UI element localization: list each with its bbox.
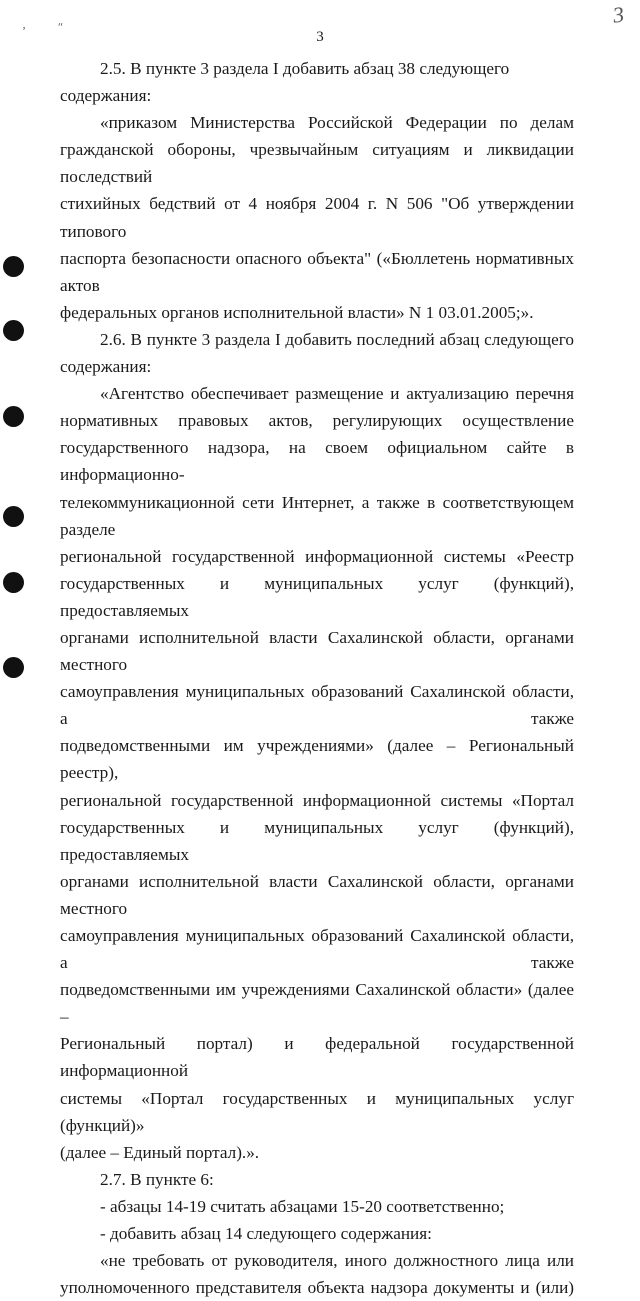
text-line: органами исполнительной власти Сахалинской области, органами местного [60, 627, 574, 675]
punch-hole [3, 320, 24, 341]
scan-speck: ʼ [22, 24, 26, 38]
punch-hole [3, 506, 24, 527]
text-line: региональной государственной информационной системы «Реестр [60, 546, 574, 566]
list-item: - добавить абзац 14 следующего содержания: [100, 1224, 432, 1244]
text-line: органами исполнительной власти Сахалинской области, органами местного [60, 871, 574, 918]
section-heading: содержания: [60, 357, 152, 377]
page-number: 3 [316, 29, 324, 45]
list-item: - абзацы 14-19 считать абзацами 15-20 соответственно; [100, 1196, 505, 1216]
text-line: подведомственными им учреждениями» (далее – Региональный реестр), [60, 736, 574, 783]
scan-speck: ʺ [58, 20, 63, 34]
text-line: гражданской обороны, чрезвычайным ситуациям и ликвидации последствий [60, 140, 574, 187]
handwritten-page-mark: 3 [611, 1, 626, 28]
section-heading: 2.5. В пункте 3 раздела I добавить абзац 38 следующего содержания: [60, 59, 510, 106]
text-line: (далее – Единый портал).». [60, 1142, 260, 1162]
text-line: самоуправления муниципальных образований Сахалинской области, а также [60, 926, 574, 973]
text-line: Региональный портал) и федеральной государственной информационной [60, 1034, 574, 1081]
text-line: нормативных правовых актов, регулирующих осуществление [60, 411, 574, 431]
text-line: телекоммуникационной сети Интернет, а также в соответствующем разделе [60, 492, 574, 539]
document-body [60, 55, 574, 1301]
text-line: стихийных бедствий от 4 ноября 2004 г. N 506 "Об утверждении типового [60, 194, 574, 241]
text-line: «приказом Министерства Российской Федерации по делам [100, 113, 574, 133]
text-line: уполномоченного представителя объекта надзора документы и (или) [60, 1278, 574, 1298]
text-line: самоуправления муниципальных образований Сахалинской области, а также [60, 682, 574, 729]
text-line: «не требовать от руководителя, иного должностного лица или [100, 1251, 574, 1271]
text-line: региональной государственной информационной системы «Портал [60, 790, 574, 810]
text-line: «Агентство обеспечивает размещение и актуализацию перечня [100, 384, 574, 404]
section-heading: 2.6. В пункте 3 раздела I добавить последний абзац следующего [100, 329, 574, 349]
punch-hole [3, 572, 24, 593]
text-line: системы «Портал государственных и муниципальных услуг (функций)» [60, 1088, 574, 1135]
text-line: государственного надзора, на своем официальном сайте в информационно- [60, 438, 574, 485]
text-line: федеральных органов исполнительной власти» N 1 03.01.2005;». [60, 302, 534, 322]
text-line: подведомственными им учреждениями Сахалинской области» (далее – [60, 980, 574, 1027]
section-heading: 2.7. В пункте 6: [100, 1169, 214, 1189]
punch-hole [3, 256, 24, 277]
punch-hole [3, 406, 24, 427]
text-line: государственных и муниципальных услуг (функций), предоставляемых [60, 573, 574, 620]
text-line: паспорта безопасности опасного объекта" («Бюллетень нормативных актов [60, 248, 574, 295]
punch-hole [3, 657, 24, 678]
text-line: государственных и муниципальных услуг (функций), предоставляемых [60, 817, 574, 864]
